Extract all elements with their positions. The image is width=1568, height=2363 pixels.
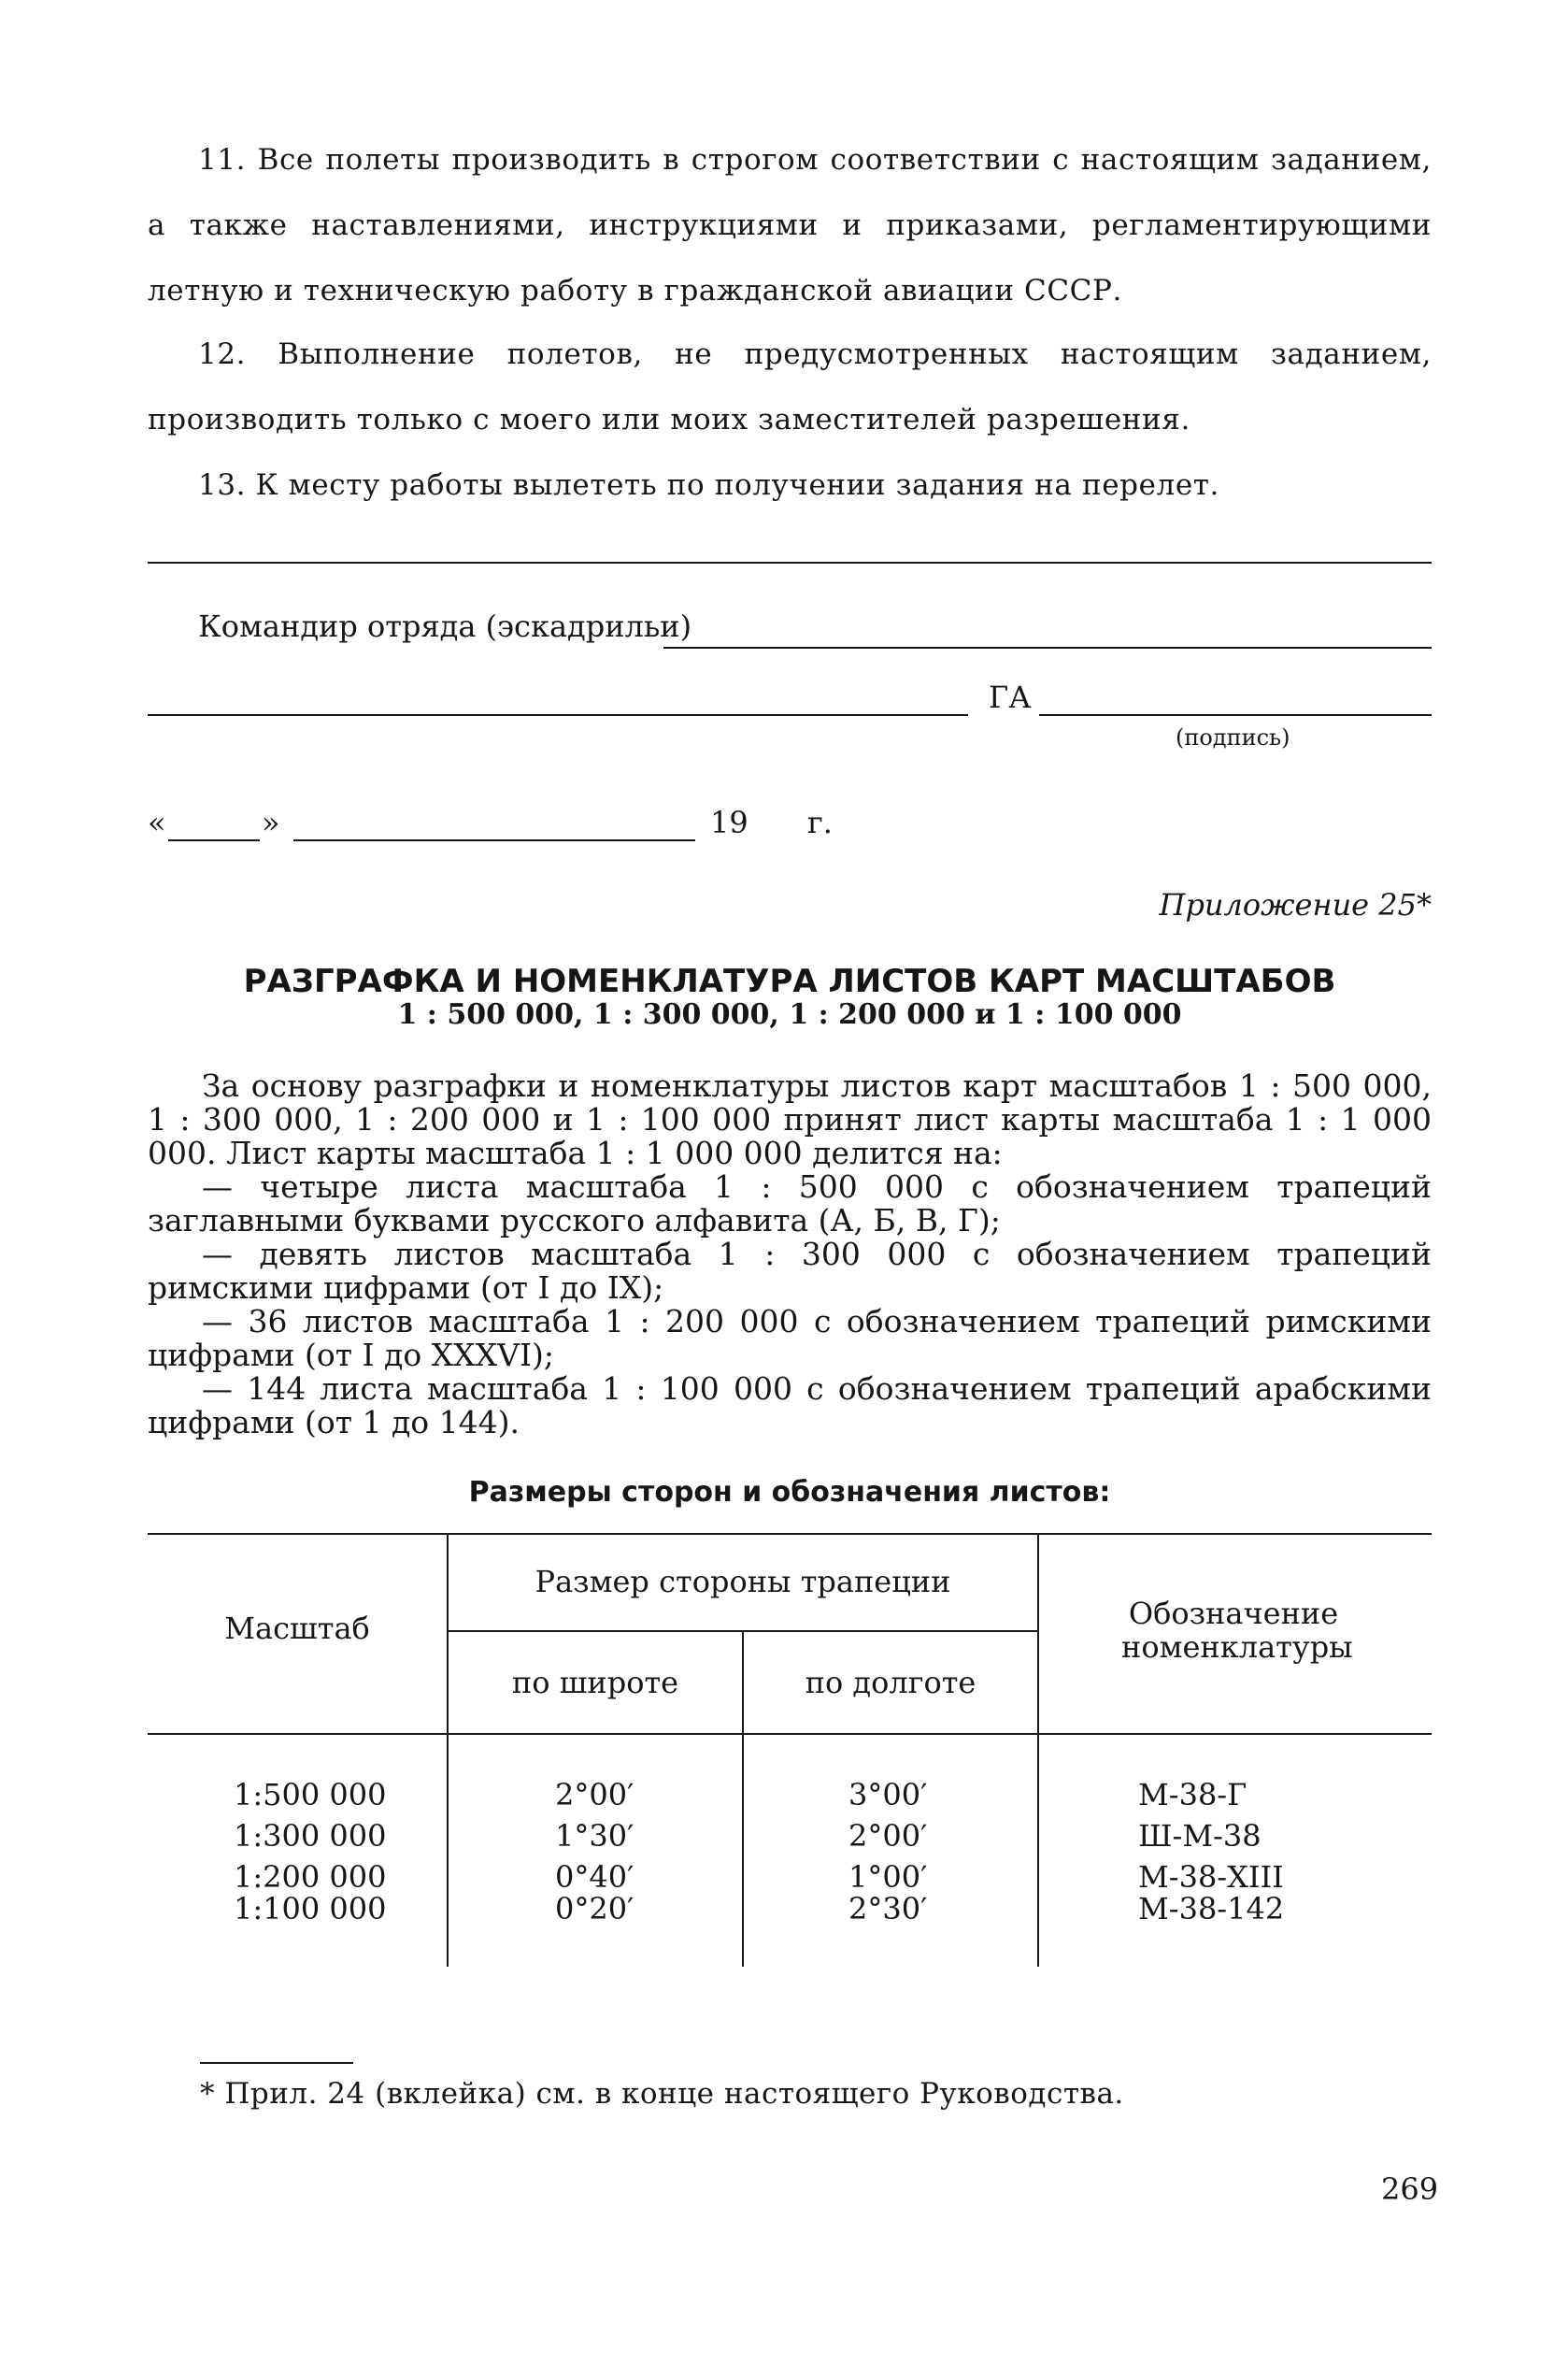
cell-nom: М-38-XIII — [1138, 1859, 1284, 1895]
table-caption: Размеры сторон и обозначения листов: — [468, 1476, 1111, 1509]
table-col-divider — [1037, 1533, 1039, 1967]
date-year-suffix: г. — [807, 805, 833, 840]
org-line — [148, 714, 968, 716]
cell-lon: 3°00′ — [848, 1777, 928, 1812]
table-header-rule — [148, 1733, 1432, 1735]
list-item: — девять листов масштаба 1 : 300 000 с обозначением трапеций римскими цифрами (от I до IX); — [148, 1236, 1432, 1306]
cell-scale: 1:500 000 — [234, 1777, 387, 1812]
appendix-title: РАЗГРАФКА И НОМЕНКЛАТУРА ЛИСТОВ КАРТ МАСШТАБОВ — [243, 963, 1336, 1000]
item-13: 13. К месту работы вылететь по получении задания на перелет. — [198, 468, 1219, 502]
footnote-rule — [200, 2062, 353, 2064]
intro-paragraph: За основу разграфки и номенклатуры листов карт масштабов 1 : 500 000, 1 : 300 000, 1 : 200 000 и 1 : 100 000 принят лист карты масштаба 1 : 1 000 000. Лист карты масштаба 1 : 1 000 000 делится на: — [148, 1067, 1432, 1171]
header-scale: Масштаб — [224, 1611, 370, 1646]
cell-lon: 2°00′ — [848, 1818, 928, 1854]
header-side-size: Размер стороны трапеции — [535, 1564, 951, 1599]
date-close-quote: » — [262, 805, 280, 840]
cell-nom: М-38-Г — [1138, 1777, 1247, 1812]
header-lat: по широте — [511, 1665, 679, 1700]
appendix-title-scales: 1 : 500 000, 1 : 300 000, 1 : 200 000 и 1 : 100 000 — [397, 998, 1182, 1031]
cell-scale: 1:300 000 — [234, 1818, 387, 1854]
date-month-line — [293, 839, 695, 841]
cell-lon: 2°30′ — [848, 1891, 928, 1926]
date-day-line — [168, 839, 260, 841]
list-item: — 36 листов масштаба 1 : 200 000 с обозначением трапеций римскими цифрами (от I до XXXVI); — [148, 1303, 1432, 1373]
cell-lat: 1°30′ — [555, 1818, 634, 1854]
item-11: 11. Все полеты производить в строгом соответствии с настоящим заданием, а также наставлениями, инструкциями и приказами, регламентирующими летную и техническую работу в гражданской авиации СССР. — [148, 143, 1432, 308]
commander-label: Командир отряда (эскадрильи) — [198, 609, 692, 644]
cell-scale: 1:100 000 — [234, 1891, 387, 1926]
ga-signature-line — [1039, 714, 1432, 716]
header-designation: Обозначение номенклатуры — [1121, 1596, 1353, 1665]
list-item: — четыре листа масштаба 1 : 500 000 с обозначением трапеций заглавными буквами русского алфавита (А, Б, В, Г); — [148, 1168, 1432, 1239]
cell-nom: Ш-М-38 — [1138, 1818, 1262, 1854]
commander-signature-line — [663, 647, 1432, 649]
cell-nom: М-38-142 — [1138, 1891, 1285, 1926]
cell-lon: 1°00′ — [848, 1859, 928, 1895]
cell-scale: 1:200 000 — [234, 1859, 387, 1895]
section-divider — [148, 562, 1432, 564]
table-top-rule — [148, 1533, 1432, 1535]
cell-lat: 0°40′ — [555, 1859, 634, 1895]
ga-label: ГА — [989, 680, 1032, 715]
list-item: — 144 листа масштаба 1 : 100 000 с обозначением трапеций арабскими цифрами (от 1 до 144). — [148, 1370, 1432, 1440]
date-open-quote: « — [148, 805, 166, 840]
cell-lat: 0°20′ — [555, 1891, 634, 1926]
header-lon: по долготе — [805, 1665, 976, 1700]
date-year: 19 — [710, 805, 748, 840]
footnote: * Прил. 24 (вклейка) см. в конце настоящего Руководства. — [200, 2077, 1124, 2111]
page-number: 269 — [1381, 2171, 1439, 2207]
item-12: 12. Выполнение полетов, не предусмотренных настоящим заданием, производить только с моего или моих заместителей разрешения. — [148, 337, 1432, 437]
appendix-label: Приложение 25* — [1159, 887, 1432, 923]
cell-lat: 2°00′ — [555, 1777, 634, 1812]
podpis-label: (подпись) — [1176, 724, 1290, 751]
